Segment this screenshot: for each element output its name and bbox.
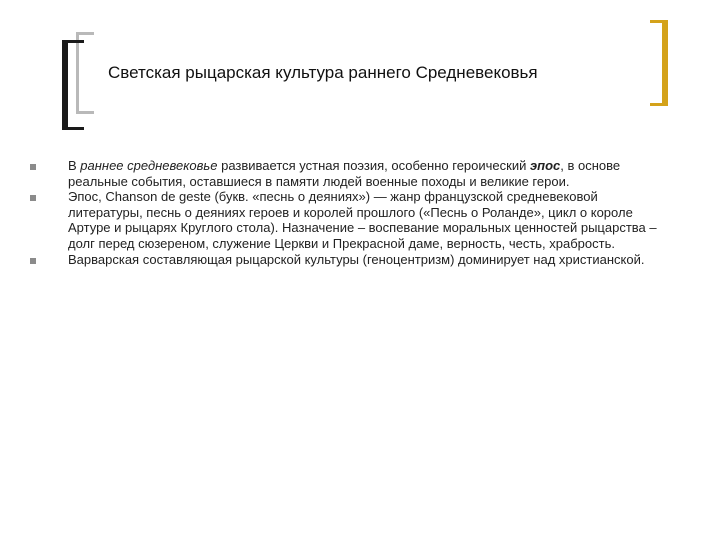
bullet-1-text-e: , в основе реальные события, оставшиеся в памяти людей военные походы и великие герои. — [68, 158, 621, 189]
square-bullet-icon — [30, 258, 36, 264]
bullet-2-text: Эпос, Chanson de geste (букв. «песнь о деяниях») — жанр французской средневековой литературы, песнь о деяниях героев и королей прошлого («Песнь о Роланде», цикл о короле Артуре и рыцарях Круглого стола). Назначение – воспевание моральных ценностей рыцарства – долг перед сюзереном, служение Церкви и Прекрасной даме, верность, честь, храбрость. — [68, 189, 657, 251]
left-bracket-decoration — [62, 40, 84, 130]
bullet-item-2 — [30, 189, 670, 251]
bullet-list — [30, 158, 670, 267]
bullet-1-text-c: развивается устная поэзия, особенно героический — [217, 158, 530, 173]
slide-title: Светская рыцарская культура раннего Средневековья — [108, 63, 538, 82]
right-bracket-decoration — [650, 20, 668, 106]
square-bullet-icon — [30, 164, 36, 170]
bullet-1-text-d: эпос — [529, 158, 561, 173]
bullet-1-text-a: В — [68, 158, 81, 173]
bullet-item-1 — [30, 158, 670, 189]
square-bullet-icon — [30, 195, 36, 201]
bullet-3-text: Варварская составляющая рыцарской культуры (геноцентризм) доминирует над христианской. — [68, 251, 645, 267]
bullet-item-3 — [30, 252, 670, 268]
bullet-1-text-b: раннее средневековье — [80, 158, 218, 173]
